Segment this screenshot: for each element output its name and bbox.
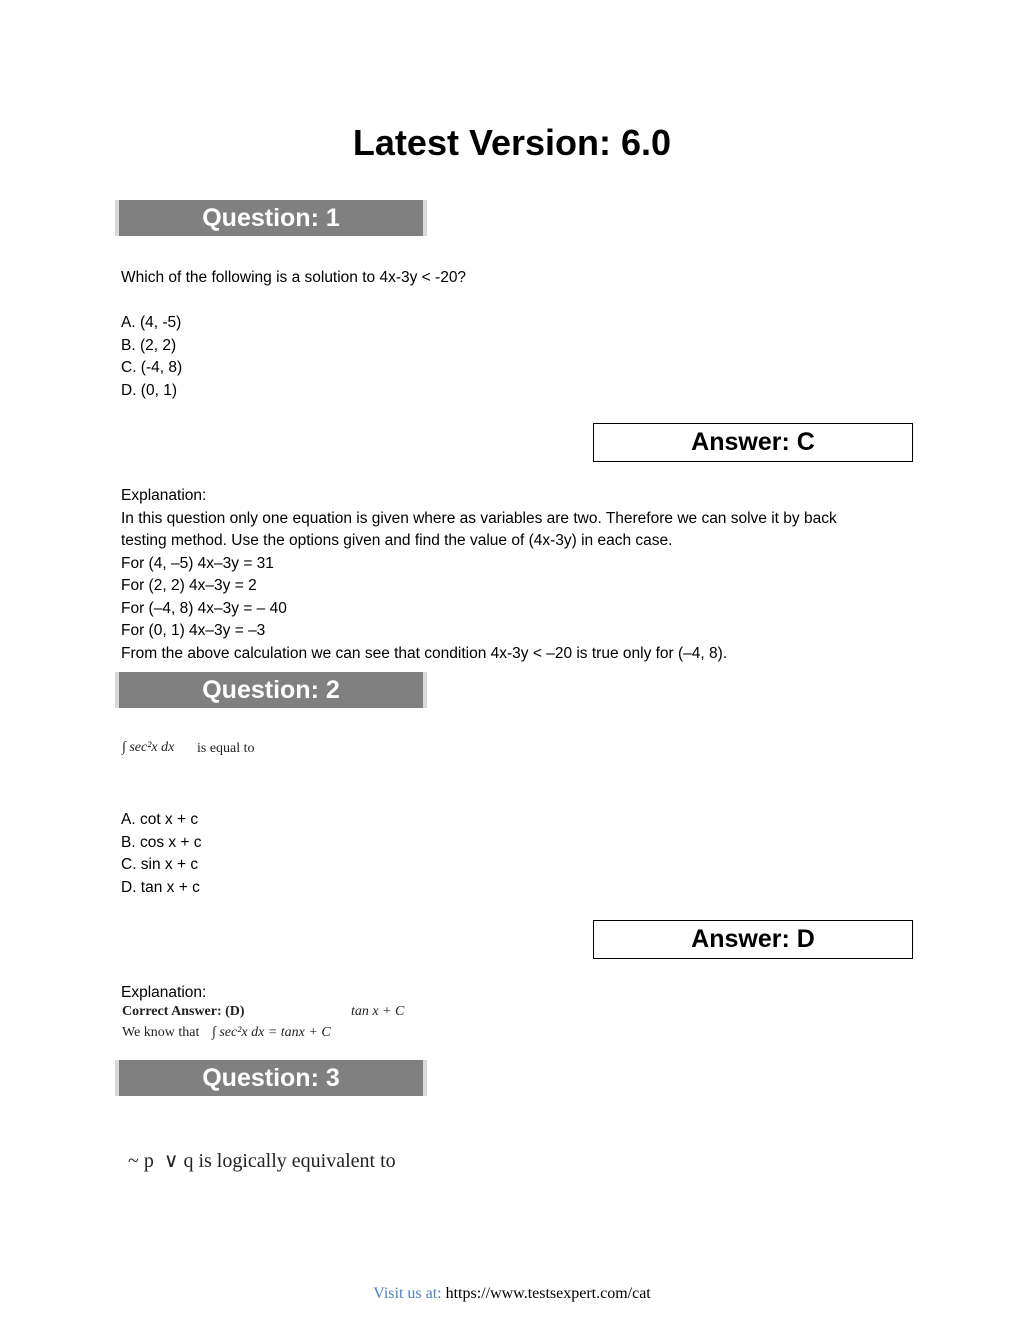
explanation-line: For (–4, 8) 4x–3y = – 40	[121, 599, 287, 617]
question-2-label: Question: 2	[202, 676, 340, 704]
explanation-line: In this question only one equation is given where as variables are two. Therefore we can solve it by back	[121, 509, 837, 527]
explanation-line: For (2, 2) 4x–3y = 2	[121, 577, 257, 594]
question-2-prompt-tail: is equal to	[197, 741, 255, 756]
footer	[0, 1285, 1024, 1303]
footer-label: Visit us at:	[373, 1285, 442, 1302]
question-2-options	[121, 809, 202, 899]
answer-box-2: Answer: D	[593, 920, 913, 959]
option-c: C. (-4, 8)	[121, 359, 183, 376]
option-d: D. (0, 1)	[121, 381, 177, 399]
question-3-prompt: ~ p ∨ q is logically equivalent to	[128, 1150, 396, 1172]
question-1-header	[115, 200, 427, 236]
correct-answer: Correct Answer: (D)	[122, 1004, 245, 1019]
question-1-label: Question: 1	[202, 204, 340, 232]
question-3-label: Question: 3	[202, 1064, 340, 1092]
option-a: A. cot x + c	[121, 811, 199, 828]
footer-url[interactable]: https://www.testsexpert.com/cat	[445, 1285, 651, 1302]
question-1-options	[121, 312, 182, 402]
explanation-2-label: Explanation:	[121, 984, 207, 1001]
explanation-line: testing method. Use the options given and find the value of (4x-3y) in each case.	[121, 532, 673, 549]
explanation-line: From the above calculation we can see that condition 4x-3y < –20 is true only for (–4, 8).	[121, 644, 728, 662]
question-3-header	[115, 1060, 427, 1096]
option-a: A. (4, -5)	[121, 314, 182, 331]
correct-value: tan x + C	[351, 1004, 405, 1019]
option-b: B. cos x + c	[121, 833, 202, 851]
question-2-prompt-math: ∫ sec²x dx	[122, 740, 175, 755]
option-d: D. tan x + c	[121, 878, 200, 896]
explanation-1	[121, 485, 921, 665]
explanation-label: Explanation:	[121, 487, 207, 504]
we-know-formula: ∫ sec²x dx = tanx + C	[212, 1025, 331, 1040]
question-1-prompt: Which of the following is a solution to 4x-3y < -20?	[121, 269, 467, 286]
explanation-line: For (4, –5) 4x–3y = 31	[121, 554, 274, 572]
option-c: C. sin x + c	[121, 856, 199, 873]
answer-box-1: Answer: C	[593, 423, 913, 462]
page-title: Latest Version: 6.0	[352, 122, 672, 163]
option-b: B. (2, 2)	[121, 336, 177, 354]
we-know-label: We know that	[122, 1025, 200, 1040]
explanation-line: For (0, 1) 4x–3y = –3	[121, 622, 266, 639]
question-2-header	[115, 672, 427, 708]
